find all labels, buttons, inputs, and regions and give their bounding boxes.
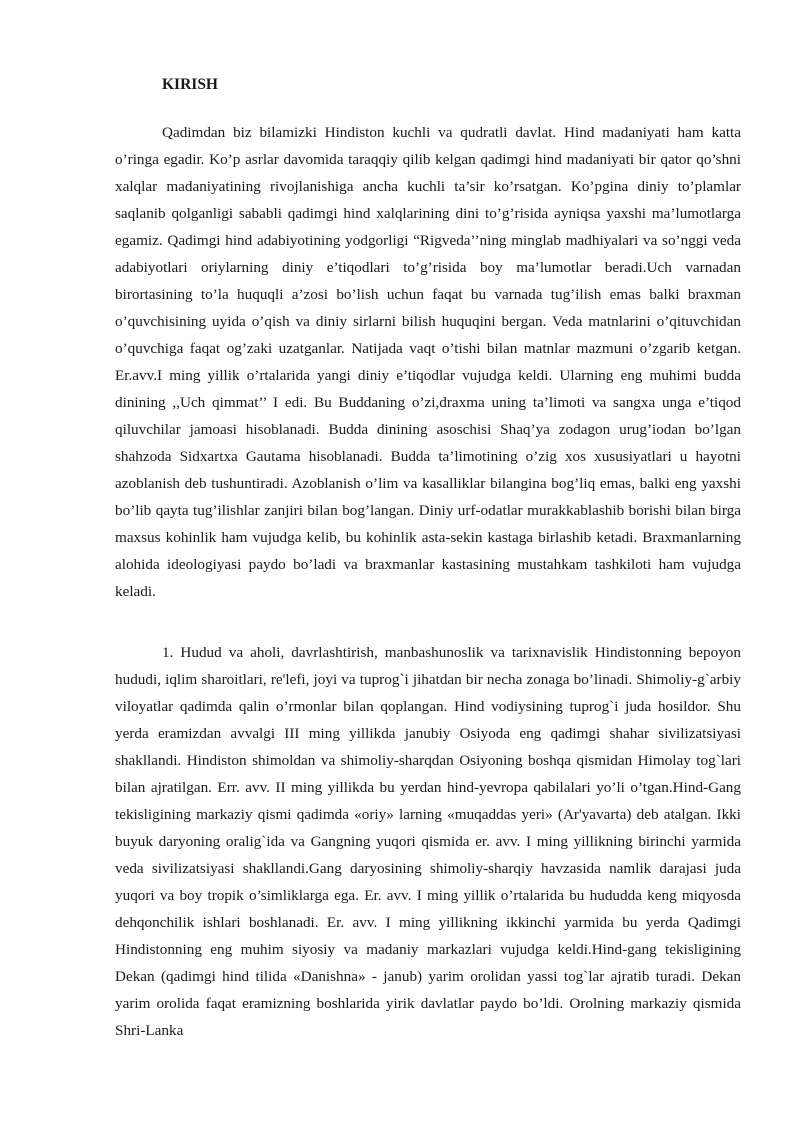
paragraph-intro: Qadimdan biz bilamizki Hindiston kuchli va qudratli davlat. Hind madaniyati ham katta o’ringa egadir. Ko’p asrlar davomida taraqqiy qilib kelgan qadimgi hind madaniyati bir qator qo’shni xalqlar madaniyatining rivojlanishiga ancha kuchli ta’sir ko’rsatgan. Ko’pgina diniy to’plamlar saqlanib qolganligi sababli qadimgi hind xalqlarining dini to’g’risida ayniqsa yaxshi ma’lumotlarga egamiz. Qadimgi hind adabiyotining yodgorligi “Rigveda’’ning minglab madhiyalari va so’nggi veda adabiyotlari oriylarning diniy e’tiqodlari to’g’risida boy ma’lumotlar beradi.Uch varnadan birortasining to’la huquqli a’zosi bo’lish uchun faqat bu varnada tug’ilish emas balki braxman o’quvchisining uyida o’qish va diniy sirlarni bilish huquqini bergan. Veda matnlarini o’qituvchidan o’quvchiga faqat og’zaki uzatganlar. Natijada vaqt o’tishi bilan matnlar mazmuni o’zgarib ketgan. Er.avv.I ming yillik o’rtalarida yangi diniy e’tiqodlar vujudga keldi. Ularning eng muhimi budda dinining ,,Uch qimmat’’ I edi. Bu Buddaning o’zi,draxma uning ta’limoti va sangxa unga e’tiqod qiluvchilar jamoasi hisoblanadi. Budda dinining asoschisi Shaq’ya zodagon urug’iodan bo’lgan shahzoda Sidxartxa Gautama hisoblanadi. Budda ta’limotining o’zig xos xususiyatlari u hayotni azoblanish deb tushuntiradi. Azoblanish o’lim va kasalliklar bilangina bog’liq emas, balki eng yaxshi bo’lib qayta tug’ilishlar zanjiri bilan bog’langan. Diniy urf-odatlar murakkablashib borishi bilan birga maxsus kohinlik ham vujudga kelib, bu kohinlik asta-sekin kastaga birlashib ketadi. Braxmanlarning alohida ideologiyasi paydo bo’ladi va braxmanlar kastasining mustahkam tashkiloti ham vujudga keladi. xyxy=(115,124,741,600)
section-heading: KIRISH xyxy=(162,76,218,93)
paragraph-territory: 1. Hudud va aholi, davrlashtirish, manbashunoslik va tarixnavislik Hindistonning bepoyon hududi, iqlim sharoitlari, re'lefi, joyi va tuprog`i jihatdan bir necha zonaga bo’linadi. Shimoliy-g`arbiy viloyatlar qadimda qalin o’rmonlar bilan qoplangan. Hind vodiysining tuprog`i juda hosildor. Shu yerda eramizdan avvalgi III ming yillikda janubiy Osiyoda eng qadimgi shahar sivilizatsiyasi shakllandi. Hindiston shimoldan va shimoliy-sharqdan Osiyoning boshqa qismidan Himolay tog`lari bilan ajratilgan. Err. avv. II ming yillikda bu yerdan hind-yevropa qabilalari yo’li o’tgan.Hind-Gang tekisligining markaziy qismi qadimda «oriy» larning «muqaddas yeri» (Ar'yavarta) deb atalgan. Ikki buyuk daryoning oralig`ida va Gangning yuqori qismida er. avv. I ming yillikning birinchi yarmida veda sivilizatsiyasi shakllandi.Gang daryosining shimoliy-sharqiy havzasida namlik darajasi juda yuqori va boy tropik o’simliklarga ega. Er. avv. I ming yillik o’rtalarida bu hududda keng miqyosda dehqonchilik ishlari boshlanadi. Er. avv. I ming yillikning ikkinchi yarmida bu yerda Qadimgi Hindistonning eng muhim siyosiy va madaniy markazlari vujudga keldi.Hind-gang tekisligining Dekan (qadimgi hind tilida «Danishna» - janub) yarim orolidan yassi tog`lar ajratib turadi. Dekan yarim orolida faqat eramizning boshlarida yirik davlatlar paydo bo’ldi. Orolning markaziy qismida Shri-Lanka xyxy=(115,644,741,1039)
